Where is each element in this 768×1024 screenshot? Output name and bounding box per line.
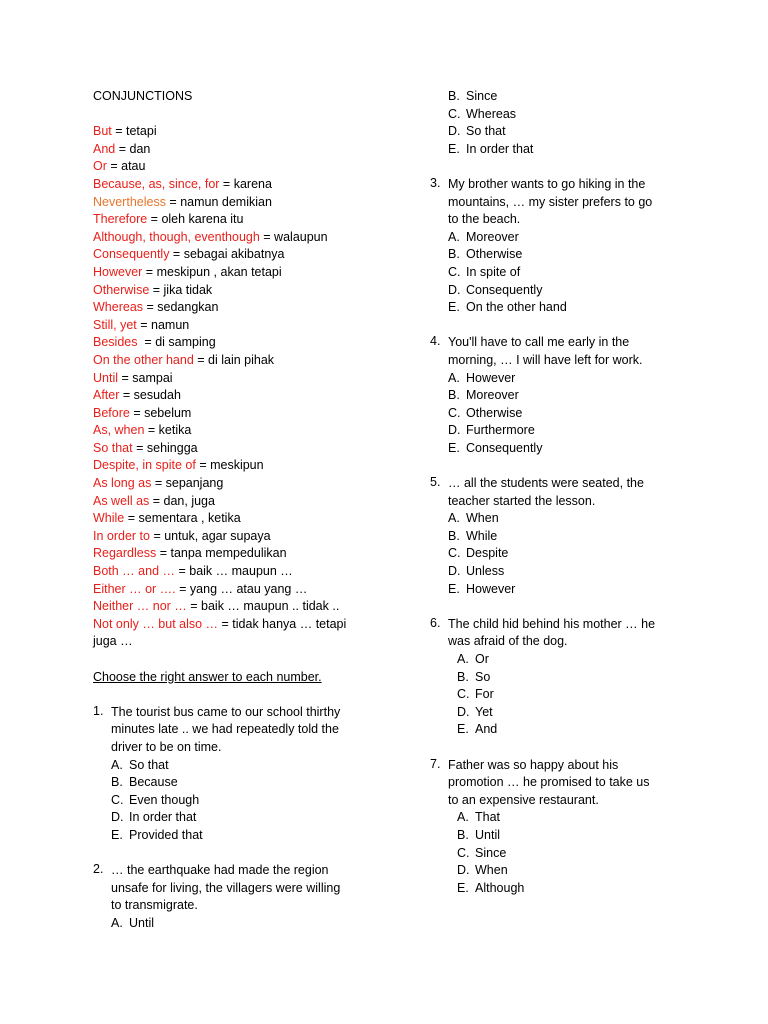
option-text: In order that [129, 810, 197, 825]
vocab-item [93, 387, 413, 405]
answer-option [448, 246, 730, 264]
option-letter: B. [111, 775, 123, 790]
option-letter: A. [111, 757, 123, 772]
vocab-term: However [93, 264, 143, 279]
vocab-term: And [93, 141, 116, 156]
vocab-item [93, 457, 413, 475]
answer-option [457, 845, 730, 863]
option-letter: E. [448, 581, 460, 596]
vocab-meaning: = untuk, agar supaya [149, 528, 271, 543]
option-letter: E. [448, 141, 460, 156]
answer-option [448, 370, 730, 388]
option-text: Whereas [466, 106, 517, 121]
answer-option [111, 915, 413, 933]
vocab-item [93, 246, 413, 264]
question-line: morning, … I will have left for work. [448, 352, 643, 367]
vocab-meaning: = namun [136, 317, 190, 332]
option-letter: E. [448, 300, 460, 315]
option-letter: A. [448, 511, 460, 526]
option-text: Since [475, 845, 507, 860]
option-letter: B. [448, 247, 460, 262]
question-text [111, 862, 413, 915]
vocab-item [93, 493, 413, 511]
vocab-item [93, 440, 413, 458]
vocab-term: Until [93, 370, 119, 385]
vocab-term: Either … or …. [93, 581, 176, 596]
answer-option [448, 299, 730, 317]
vocab-item [93, 229, 413, 247]
question-3 [430, 176, 730, 317]
option-list [457, 809, 730, 897]
vocab-meaning: = sepanjang [151, 476, 224, 491]
vocab-item [93, 299, 413, 317]
vocab-item [93, 352, 413, 370]
option-text: Otherwise [466, 405, 523, 420]
option-letter: D. [457, 863, 470, 878]
vocab-term: Therefore [93, 212, 148, 227]
option-letter: E. [457, 722, 469, 737]
vocab-term: Whereas [93, 300, 144, 315]
question-7 [430, 757, 730, 898]
vocab-meaning: = tetapi [111, 124, 157, 139]
answer-option [448, 405, 730, 423]
vocab-item [93, 317, 413, 335]
option-text: And [475, 722, 498, 737]
option-text: Until [129, 915, 155, 930]
vocab-meaning: = oleh karena itu [147, 212, 244, 227]
vocab-meaning: = walaupun [259, 229, 328, 244]
page-title: CONJUNCTIONS [93, 89, 193, 103]
vocab-term: So that [93, 440, 133, 455]
option-text: Consequently [466, 440, 543, 455]
answer-option [111, 774, 413, 792]
option-text: Furthermore [466, 423, 535, 438]
question-text [111, 704, 413, 757]
option-text: Despite [466, 546, 509, 561]
vocab-term: Otherwise [93, 282, 150, 297]
option-text: Provided that [129, 827, 203, 842]
answer-option [448, 88, 730, 106]
vocab-item [93, 598, 413, 616]
vocab-item [93, 158, 413, 176]
question-stem [430, 475, 730, 510]
vocab-meaning: = ketika [144, 423, 192, 438]
question-stem [430, 616, 730, 651]
vocab-meaning: = yang … atau yang … [175, 581, 308, 596]
vocab-term: On the other hand [93, 352, 194, 367]
vocab-term: Although, though, eventhough [93, 229, 260, 244]
vocab-meaning: = dan [115, 141, 151, 156]
question-number: 3. [430, 175, 441, 190]
question-line: to an expensive restaurant. [448, 792, 599, 807]
option-list [448, 370, 730, 458]
question-line: to transmigrate. [111, 898, 198, 913]
option-list [448, 229, 730, 317]
vocab-item [93, 405, 413, 423]
option-text: Even though [129, 792, 200, 807]
option-text: When [475, 863, 508, 878]
vocab-meaning: = meskipun [195, 458, 264, 473]
question-1 [93, 704, 413, 845]
question-6 [430, 616, 730, 739]
question-line: … all the students were seated, the [448, 476, 644, 491]
instruction: Choose the right answer to each number. [93, 669, 322, 684]
vocab-term: Consequently [93, 247, 170, 262]
question-text [448, 475, 730, 510]
option-letter: C. [111, 792, 124, 807]
vocab-meaning: = di lain pihak [193, 352, 275, 367]
answer-option [448, 106, 730, 124]
question-line: teacher started the lesson. [448, 493, 596, 508]
option-letter: D. [111, 810, 124, 825]
option-letter: D. [448, 423, 461, 438]
question-text [448, 757, 730, 810]
vocab-term: Besides [93, 335, 138, 350]
option-letter: D. [448, 564, 461, 579]
option-letter: E. [457, 880, 469, 895]
vocab-meaning: = baik … maupun .. tidak .. [186, 599, 340, 614]
question-number: 4. [430, 334, 441, 349]
vocab-continuation: juga … [93, 634, 133, 649]
option-letter: C. [448, 405, 461, 420]
question-text [448, 176, 730, 229]
question-line: driver to be on time. [111, 739, 222, 754]
vocab-term: Or [93, 159, 107, 174]
answer-option [457, 880, 730, 898]
vocab-item [93, 211, 413, 229]
vocab-item [93, 545, 413, 563]
vocab-item [93, 563, 413, 581]
option-text: So [475, 669, 491, 684]
answer-option [448, 387, 730, 405]
option-letter: E. [111, 827, 123, 842]
option-letter: A. [457, 810, 469, 825]
vocab-item [93, 475, 413, 493]
answer-option [448, 528, 730, 546]
option-text: So that [466, 124, 506, 139]
option-letter: A. [448, 370, 460, 385]
answer-option [457, 809, 730, 827]
answer-option [457, 704, 730, 722]
option-text: So that [129, 757, 169, 772]
option-letter: C. [448, 546, 461, 561]
question-stem [430, 334, 730, 369]
vocab-term: After [93, 388, 120, 403]
option-text: Unless [466, 564, 505, 579]
option-list [457, 651, 730, 739]
vocab-term: Before [93, 405, 130, 420]
vocab-term: Neither … nor … [93, 599, 187, 614]
vocab-item [93, 176, 413, 194]
answer-option [448, 282, 730, 300]
vocab-item [93, 334, 413, 352]
answer-option [448, 545, 730, 563]
option-letter: C. [457, 845, 470, 860]
option-text: Although [475, 880, 525, 895]
vocab-meaning: = sehingga [132, 440, 198, 455]
vocab-meaning: = sedangkan [143, 300, 219, 315]
option-text: Moreover [466, 229, 519, 244]
option-list [111, 757, 413, 845]
right-column [430, 88, 730, 897]
question-line: was afraid of the dog. [448, 634, 568, 649]
vocab-meaning: = namun demikian [165, 194, 272, 209]
answer-option [448, 563, 730, 581]
option-text: Until [475, 827, 501, 842]
option-text: For [475, 687, 494, 702]
option-text: That [475, 810, 501, 825]
answer-option [448, 141, 730, 159]
vocab-item [93, 422, 413, 440]
option-letter: B. [448, 388, 460, 403]
question-number: 7. [430, 756, 441, 771]
answer-option [111, 827, 413, 845]
vocab-term: While [93, 511, 125, 526]
question-line: My brother wants to go hiking in the [448, 176, 646, 191]
vocab-meaning: = di samping [137, 335, 216, 350]
option-letter: D. [457, 704, 470, 719]
vocab-meaning: = tidak hanya … tetapi [218, 616, 347, 631]
option-text: Otherwise [466, 247, 523, 262]
vocab-term: Regardless [93, 546, 157, 561]
vocab-meaning: = sebagai akibatnya [169, 247, 285, 262]
question-text [448, 616, 730, 651]
vocab-meaning: = sementara , ketika [124, 511, 241, 526]
answer-option [457, 651, 730, 669]
option-letter: B. [448, 528, 460, 543]
vocab-item [93, 123, 413, 141]
vocab-meaning: = jika tidak [149, 282, 213, 297]
option-text: Moreover [466, 388, 519, 403]
vocab-meaning: = karena [219, 176, 272, 191]
vocab-item [93, 264, 413, 282]
option-text: Consequently [466, 282, 543, 297]
vocab-item [93, 370, 413, 388]
option-text: However [466, 581, 516, 596]
vocab-meaning: = sesudah [119, 388, 181, 403]
option-text: On the other hand [466, 300, 567, 315]
question-2 [93, 862, 413, 932]
option-letter: D. [448, 124, 461, 139]
option-text: However [466, 370, 516, 385]
answer-option [448, 440, 730, 458]
question-number: 2. [93, 862, 104, 877]
question-2-continued [430, 88, 730, 158]
option-letter: C. [457, 687, 470, 702]
option-list [448, 88, 730, 158]
vocab-term: Because, as, since, for [93, 176, 220, 191]
answer-option [111, 757, 413, 775]
vocab-term: Both … and … [93, 564, 175, 579]
answer-option [448, 123, 730, 141]
vocab-term: But [93, 124, 112, 139]
question-line: You'll have to call me early in the [448, 335, 630, 350]
question-line: minutes late .. we had repeatedly told the [111, 722, 339, 737]
question-stem [93, 704, 413, 757]
question-5 [430, 475, 730, 598]
option-text: Or [475, 652, 489, 666]
vocab-item [93, 510, 413, 528]
vocab-meaning: = sampai [118, 370, 173, 385]
option-list [111, 915, 413, 933]
question-number: 5. [430, 475, 441, 490]
vocab-meaning: = baik … maupun … [175, 564, 293, 579]
question-stem [93, 862, 413, 915]
question-line: The tourist bus came to our school thirthy [111, 704, 341, 719]
option-text: Because [129, 775, 178, 790]
vocab-meaning: = tanpa mempedulikan [156, 546, 287, 561]
vocab-item [93, 581, 413, 599]
answer-option [448, 581, 730, 599]
option-text: When [466, 511, 499, 526]
vocab-item [93, 616, 413, 634]
option-letter: E. [448, 440, 460, 455]
vocab-term: In order to [93, 528, 150, 543]
answer-option [457, 862, 730, 880]
option-letter: C. [448, 106, 461, 121]
option-letter: B. [448, 89, 460, 103]
answer-option [111, 809, 413, 827]
left-column [93, 88, 413, 933]
vocab-item [93, 528, 413, 546]
answer-option [457, 721, 730, 739]
vocab-meaning: = dan, juga [149, 493, 215, 508]
answer-option [457, 669, 730, 687]
answer-option [448, 264, 730, 282]
option-text: In spite of [466, 264, 521, 279]
question-stem [430, 176, 730, 229]
vocab-item [93, 194, 413, 212]
vocab-list [93, 123, 413, 633]
vocab-meaning: = atau [106, 159, 146, 174]
answer-option [457, 686, 730, 704]
option-letter: B. [457, 669, 469, 684]
question-line: The child hid behind his mother … he [448, 616, 656, 631]
question-text [448, 334, 730, 369]
option-list [448, 510, 730, 598]
option-text: Since [466, 89, 498, 103]
option-letter: A. [111, 915, 123, 930]
question-stem [430, 757, 730, 810]
vocab-term: Nevertheless [93, 194, 166, 209]
answer-option [111, 792, 413, 810]
vocab-item [93, 141, 413, 159]
option-text: Yet [475, 704, 493, 719]
vocab-term: Despite, in spite of [93, 458, 196, 473]
question-line: … the earthquake had made the region [111, 863, 329, 878]
vocab-item [93, 282, 413, 300]
option-letter: D. [448, 282, 461, 297]
option-letter: A. [457, 652, 469, 666]
option-letter: B. [457, 827, 469, 842]
answer-option [448, 510, 730, 528]
question-line: mountains, … my sister prefers to go [448, 194, 653, 209]
vocab-term: Still, yet [93, 317, 137, 332]
vocab-meaning: = meskipun , akan tetapi [142, 264, 282, 279]
option-letter: C. [448, 264, 461, 279]
question-number: 1. [93, 703, 104, 718]
question-number: 6. [430, 615, 441, 630]
vocab-term: As well as [93, 493, 150, 508]
answer-option [457, 827, 730, 845]
option-text: In order that [466, 141, 534, 156]
question-line: unsafe for living, the villagers were willing [111, 880, 341, 895]
question-line: promotion … he promised to take us [448, 775, 650, 790]
vocab-term: As, when [93, 423, 145, 438]
vocab-term: As long as [93, 476, 152, 491]
question-line: Father was so happy about his [448, 757, 619, 772]
vocab-term: Not only … but also … [93, 616, 219, 631]
question-line: to the beach. [448, 212, 521, 227]
option-text: While [466, 528, 498, 543]
question-4 [430, 334, 730, 457]
option-letter: A. [448, 229, 460, 244]
answer-option [448, 422, 730, 440]
vocab-meaning: = sebelum [129, 405, 192, 420]
answer-option [448, 229, 730, 247]
